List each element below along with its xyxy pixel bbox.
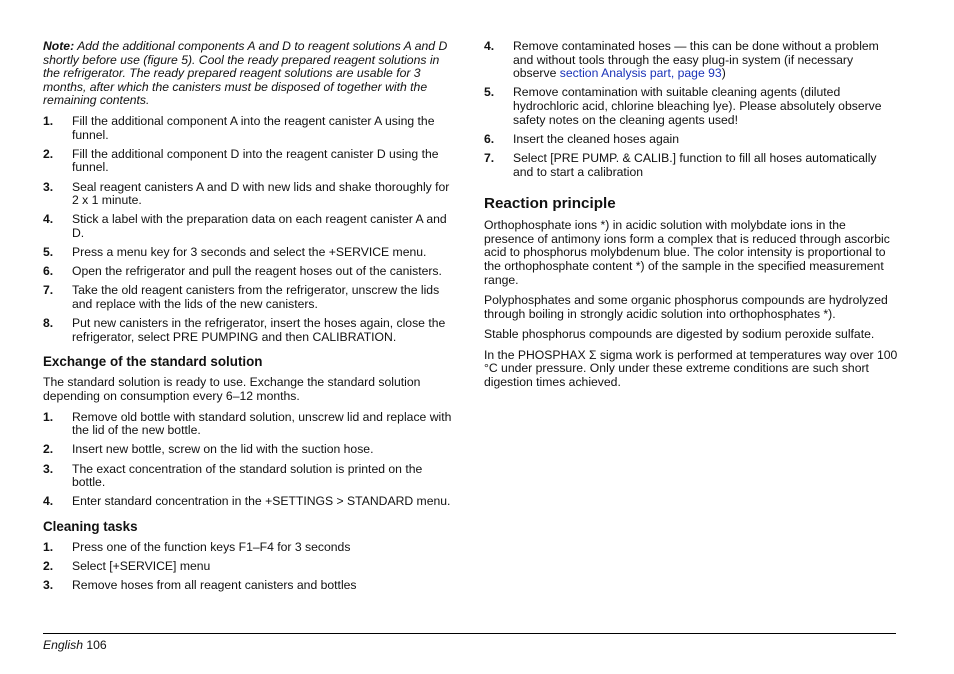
step-text: The exact concentration of the standard solution is printed on the bottle. [72, 461, 423, 490]
step-number: 2. [43, 442, 54, 457]
step-number: 6. [43, 264, 54, 279]
list-item [484, 40, 898, 81]
step-text: Select [PRE PUMP. & CALIB.] function to fill all hoses automatically and to start a calibration [513, 150, 877, 179]
list-item [43, 246, 457, 260]
step-text: Take the old reagent canisters from the refrigerator, unscrew the lids and replace with the lids of the new canisters. [72, 283, 440, 312]
cleaning-steps-list [43, 541, 457, 593]
reaction-heading: Reaction principle [484, 195, 616, 213]
step-text: Fill the additional component A into the reagent canister A using the funnel. [72, 113, 435, 142]
step-number: 4. [43, 212, 54, 227]
step-number: 7. [43, 283, 54, 298]
step-text: Fill the additional component D into the reagent canister D using the funnel. [72, 146, 439, 175]
page-number: 106 [86, 638, 107, 652]
footer-divider [43, 633, 896, 634]
list-item [43, 560, 457, 574]
step-text: Seal reagent canisters A and D with new lids and shake thoroughly for 2 x 1 minute. [72, 179, 450, 208]
exchange-steps-list [43, 411, 457, 509]
step-number: 3. [43, 578, 54, 593]
step-number: 5. [43, 245, 54, 260]
list-item [43, 411, 457, 438]
note-label: Note: [43, 39, 75, 53]
step-number: 6. [484, 131, 495, 146]
cleaning-steps-continued [484, 40, 898, 179]
step-number: 3. [43, 461, 54, 476]
reaction-paragraph: In the PHOSPHAX Σ sigma work is performed at temperatures way over 100 °C under pressure. Only under these extreme conditions are such short digestion times achieved. [484, 347, 898, 390]
page-footer [43, 639, 107, 653]
exchange-heading: Exchange of the standard solution [43, 354, 263, 370]
list-item [43, 495, 457, 509]
step-number: 2. [43, 146, 54, 161]
step-text: Remove hoses from all reagent canisters and bottles [72, 578, 357, 593]
list-item [43, 115, 457, 142]
footer-language: English [43, 638, 83, 652]
list-item [43, 181, 457, 208]
left-column [43, 40, 457, 599]
list-item [43, 317, 457, 344]
step-text: Select [+SERVICE] menu [72, 559, 211, 574]
note [43, 40, 457, 108]
section-link[interactable]: section Analysis part, page 93 [559, 66, 722, 81]
step-text: Insert the cleaned hoses again [513, 131, 680, 146]
reaction-paragraph: Orthophosphate ions *) in acidic solution with molybdate ions in the presence of antimony ions form a complex that is reduced through ascorbic acid to phosphorus molybdenum blue. The color intensity is proportional to the orthophosphate content *) of the sample in the specified measurement range. [484, 218, 890, 287]
exchange-intro: The standard solution is ready to use. Exchange the standard solution depending on consumption every 6–12 months. [43, 375, 421, 404]
step-text: Press a menu key for 3 seconds and select the +SERVICE menu. [72, 245, 427, 260]
list-item [43, 148, 457, 175]
list-item [43, 463, 457, 490]
step-text: Stick a label with the preparation data on each reagent canister A and D. [72, 212, 447, 240]
list-item [484, 152, 898, 179]
step-text: Put new canisters in the refrigerator, insert the hoses again, close the refrigerator, select PRE PUMPING and then CALIBRATION. [72, 316, 446, 344]
right-column [484, 40, 898, 397]
step-number: 4. [43, 494, 54, 509]
step-number: 8. [43, 316, 54, 331]
list-item [43, 443, 457, 457]
step-number: 1. [43, 409, 54, 424]
step-number: 1. [43, 113, 54, 128]
list-item [43, 541, 457, 555]
step-text: Insert new bottle, screw on the lid with the suction hose. [72, 442, 374, 457]
step-number: 7. [484, 150, 495, 165]
reaction-paragraph: Stable phosphorus compounds are digested by sodium peroxide sulfate. [484, 327, 875, 342]
cleaning-heading: Cleaning tasks [43, 518, 138, 534]
step-text: Press one of the function keys F1–F4 for 3 seconds [72, 539, 351, 554]
list-item [43, 213, 457, 240]
step-text-tail: ) [721, 66, 726, 81]
list-item [43, 579, 457, 593]
step-number: 4. [484, 39, 495, 53]
step-text: Open the refrigerator and pull the reagent hoses out of the canisters. [72, 264, 442, 279]
reaction-paragraph: Polyphosphates and some organic phosphorus compounds are hydrolyzed through boiling in strongly acidic solution into orthophosphates *). [484, 293, 888, 321]
list-item [484, 133, 898, 147]
step-number: 2. [43, 559, 54, 574]
reagent-steps-list [43, 115, 457, 344]
step-number: 5. [484, 85, 495, 100]
list-item [484, 86, 898, 127]
step-number: 1. [43, 539, 54, 554]
list-item [43, 265, 457, 279]
step-text: Remove contamination with suitable cleaning agents (diluted hydrochloric acid, chlorine bleaching lye). Please absolutely observe safety notes on the cleaning agents used! [513, 85, 882, 127]
step-number: 3. [43, 179, 54, 194]
list-item [43, 284, 457, 311]
step-text: Enter standard concentration in the +SETTINGS > STANDARD menu. [72, 494, 451, 509]
step-text: Remove old bottle with standard solution, unscrew lid and replace with the lid of the new bottle. [72, 409, 452, 438]
step-text: Remove contaminated hoses — this can be done without a problem and without tools through the easy plug-in system (if necessary observe [513, 39, 879, 81]
note-text: Add the additional components A and D to reagent solutions A and D shortly before use (figure 5). Cool the ready prepared reagent solutions in the refrigerator. The ready prepared reagent solutions are usable for 3 months, after which the canisters must be disposed of together with the remaining contents. [43, 39, 448, 108]
